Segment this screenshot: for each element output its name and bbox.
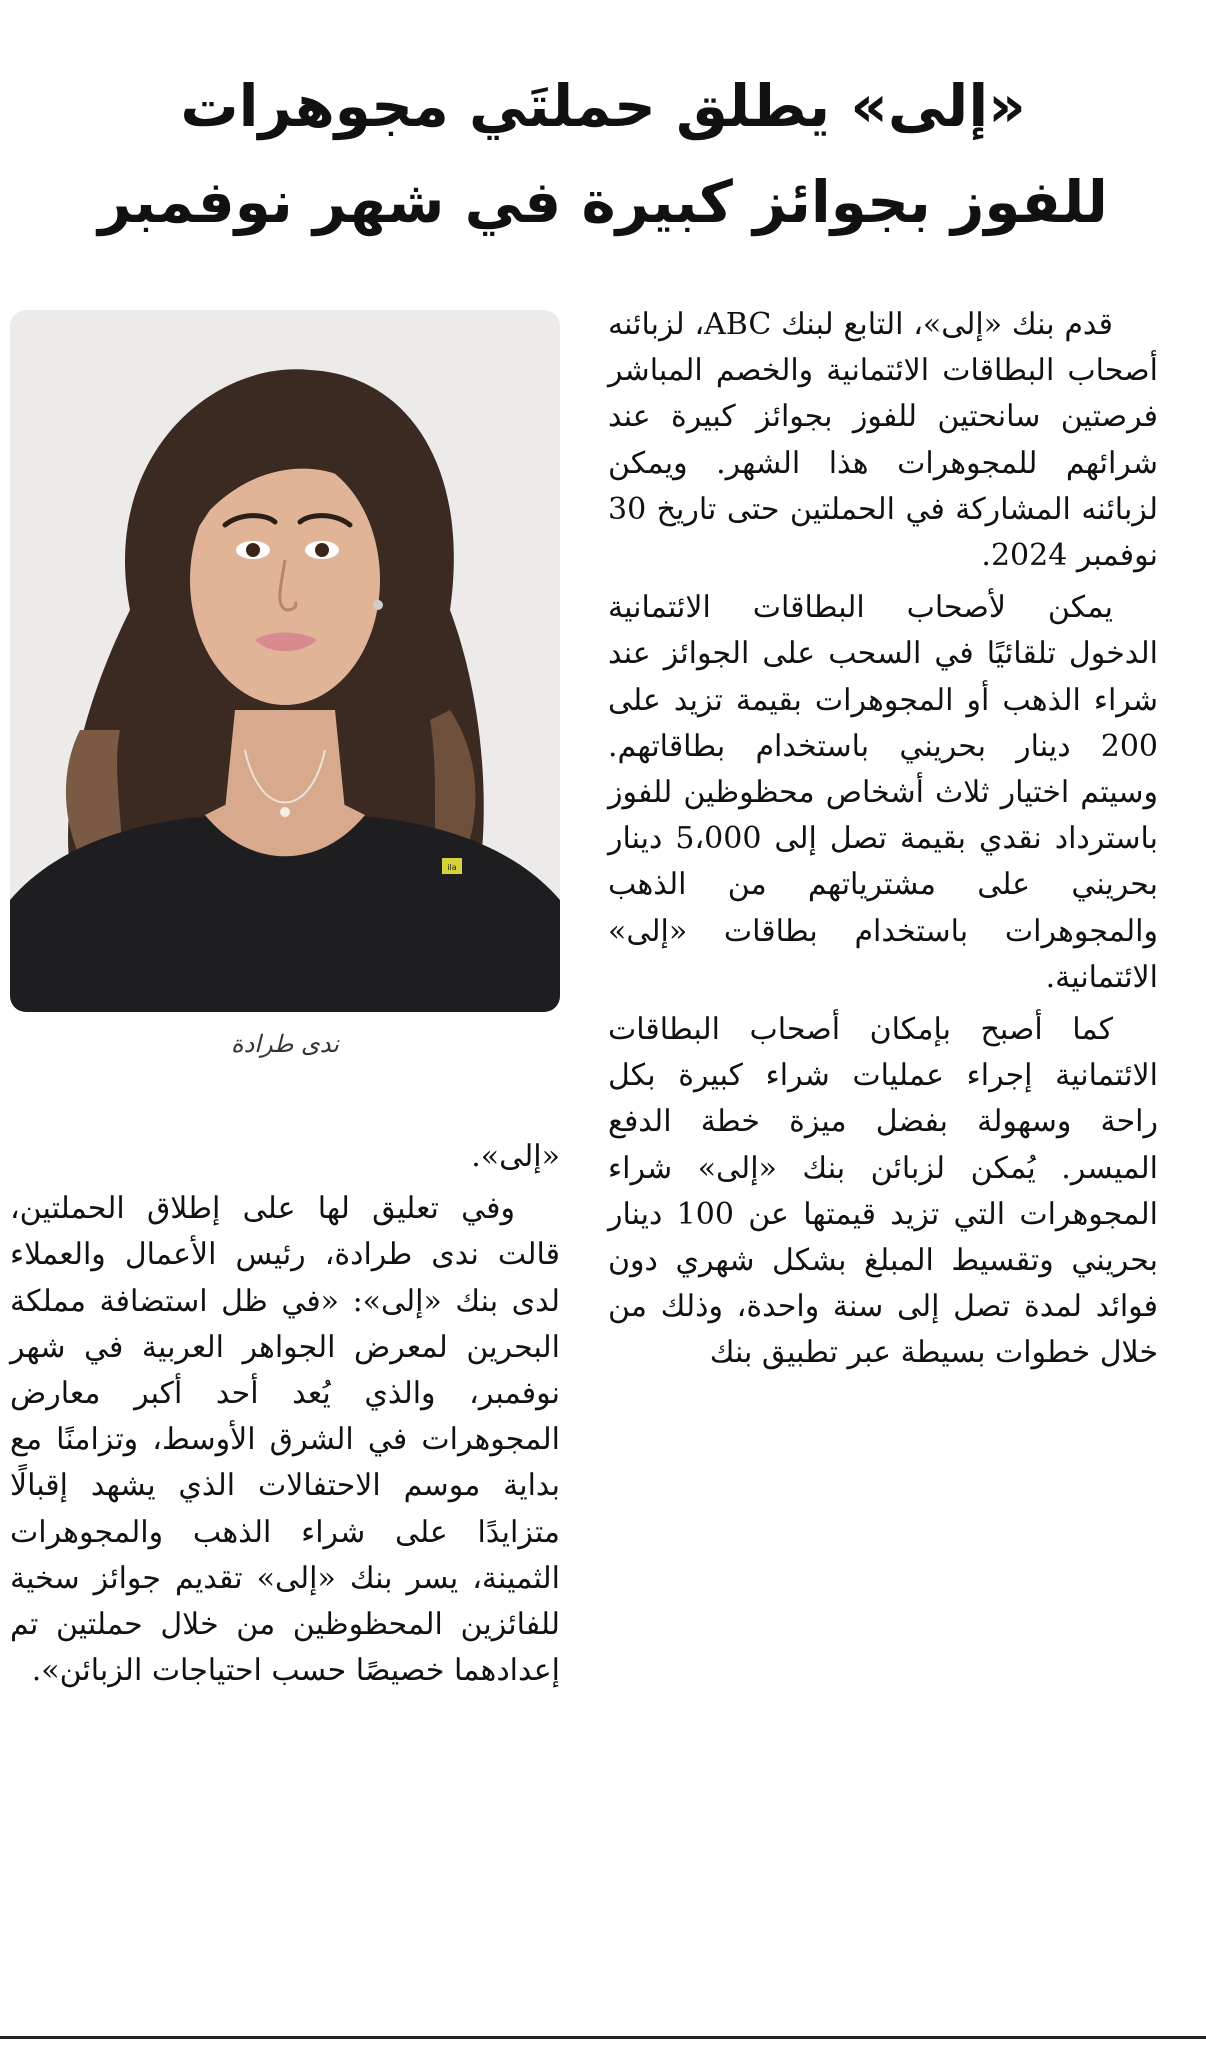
- earring: [373, 600, 383, 610]
- article-column-right: [608, 302, 1158, 1383]
- headline-line-2: للفوز بجوائز كبيرة في شهر نوفمبر: [98, 168, 1108, 236]
- bottom-rule: [0, 2036, 1206, 2039]
- ila-badge-text: ila: [447, 863, 457, 872]
- article-column-left: [10, 1134, 560, 1700]
- iris-left: [315, 543, 329, 557]
- portrait-photo: [10, 310, 560, 1012]
- headline: [40, 58, 1166, 250]
- photo-caption: ندى طرادة: [231, 1030, 339, 1058]
- portrait-illustration: [10, 310, 560, 1012]
- necklace-pendant: [280, 807, 290, 817]
- iris-right: [246, 543, 260, 557]
- article-paragraph-2: يمكن لأصحاب البطاقات الائتمانية الدخول تلقائيًا في السحب على الجوائز عند شراء الذهب أو المجوهرات بقيمة تزيد على 200 دينار بحريني باستخدام بطاقاتهم. وسيتم اختيار ثلاث أشخاص محظوظين للفوز باسترداد نقدي بقيمة تصل إلى 5،000 دينار بحريني على مشترياتهم من الذهب والمجوهرات باستخدام بطاقات «إلى» الائتمانية.: [608, 590, 1158, 995]
- article-paragraph-3: كما أصبح بإمكان أصحاب البطاقات الائتمانية إجراء عمليات شراء كبيرة بكل راحة وسهولة بفضل ميزة خطة الدفع الميسر. يُمكن لزبائن بنك «إلى» شراء المجوهرات التي تزيد قيمتها عن 100 دينار بحريني وتقسيط المبلغ بشكل شهري دون فوائد لمدة تصل إلى سنة واحدة، وذلك من خلال خطوات بسيطة عبر تطبيق بنك: [608, 1012, 1158, 1371]
- article-paragraph-1: قدم بنك «إلى»، التابع لبنك ABC، لزبائنه أصحاب البطاقات الائتمانية والخصم المباشر فرصتين سانحتين للفوز بجوائز كبيرة عند شرائهم للمجوهرات هذا الشهر. ويمكن لزبائنه المشاركة في الحملتين حتى تاريخ 30 نوفمبر 2024.: [608, 307, 1158, 574]
- article-paragraph-4: وفي تعليق لها على إطلاق الحملتين، قالت ندى طرادة، رئيس الأعمال والعملاء لدى بنك «إلى»: «في ظل استضافة مملكة البحرين لمعرض الجواهر العربية في شهر نوفمبر، والذي يُعد أحد أكبر معارض المجوهرات في الشرق الأوسط، وتزامنًا مع بداية موسم الاحتفالات الذي يشهد إقبالًا متزايدًا على شراء الذهب والمجوهرات الثمينة، يسر بنك «إلى» تقديم جوائز سخية للفائزين المحظوظين من خلال حملتين تم إعدادهما خصيصًا حسب احتياجات الزبائن».: [10, 1191, 560, 1689]
- headline-line-1: «إلى» يطلق حملتَي مجوهرات: [180, 72, 1026, 140]
- article-continuation: «إلى».: [471, 1139, 560, 1174]
